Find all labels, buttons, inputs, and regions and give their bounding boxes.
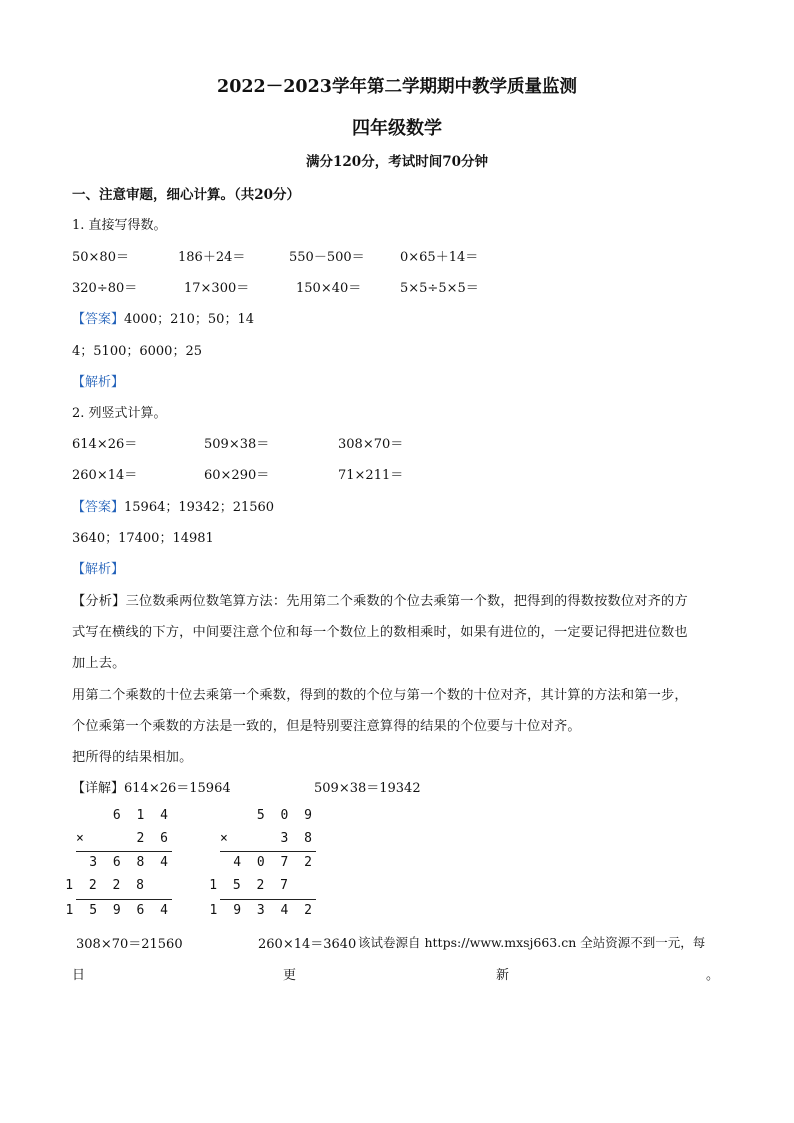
analysis-paragraph-line: 式写在横线的下方，中间要注意个位和每一个数位上的数相乘时，如果有进位的，一定要记得把进位数也 <box>72 625 688 640</box>
analysis-paragraph-line: 加上去。 <box>72 656 126 671</box>
vertical-calc-509x38 <box>209 806 316 922</box>
q1-item: 50×80＝ <box>72 250 129 265</box>
source-notice: 该试卷源自 https://www.mxsj663.cn 全站资源不到一元，每 <box>358 935 706 950</box>
analysis-tag: 【解析】 <box>72 562 125 577</box>
q1-item: 550－500＝ <box>289 250 365 265</box>
q2-item: 60×290＝ <box>204 468 270 483</box>
q1-item: 150×40＝ <box>296 281 362 296</box>
detail-eq: 614×26＝15964 <box>124 781 231 796</box>
answer-text: 4000；210；50；14 <box>124 312 254 327</box>
calc-top: 6 1 4 <box>112 808 172 823</box>
vertical-calc-614x26 <box>65 806 172 922</box>
exam-title: 2022－2023学年第二学期期中教学质量监测 <box>217 77 577 97</box>
calc-partial2: 1 5 2 7 <box>209 878 292 893</box>
q1-item: 0×65＋14＝ <box>400 250 479 265</box>
q1-item: 5×5÷5×5＝ <box>400 281 479 296</box>
q1-answer <box>72 308 254 327</box>
detail-eq: 509×38＝19342 <box>314 781 421 796</box>
q2-item: 614×26＝ <box>72 437 138 452</box>
multiply-sign: × <box>76 831 84 846</box>
analysis-paragraph-line: 用第二个乘数的十位去乘第一个乘数，得到的数的个位与第一个数的十位对齐，其计算的方法和第一步， <box>72 688 688 703</box>
notice-char: 新 <box>496 968 510 983</box>
q1-prompt: 1. 直接写得数。 <box>72 218 167 233</box>
answer-tag: 【答案】 <box>72 500 125 515</box>
calc-partial1: 3 6 8 4 <box>89 855 172 870</box>
q1-item: 320÷80＝ <box>72 281 138 296</box>
detail-tag: 【详解】 <box>72 781 125 796</box>
calc-line <box>76 851 172 852</box>
q2-prompt: 2. 列竖式计算。 <box>72 406 167 421</box>
calc-line <box>220 899 316 900</box>
analysis-paragraph-line <box>72 590 688 609</box>
answer-text: 15964；19342；21560 <box>124 500 275 515</box>
detail-eq: 308×70＝21560 <box>76 937 183 952</box>
fenxi-tag: 【分析】 <box>72 594 126 609</box>
q2-item: 71×211＝ <box>338 468 404 483</box>
q2-item: 509×38＝ <box>204 437 270 452</box>
q1-item: 186＋24＝ <box>178 250 246 265</box>
q2-answer-line2: 3640；17400；14981 <box>72 531 214 546</box>
detail-eq: 260×14＝3640 <box>258 937 357 952</box>
notice-char: 。 <box>706 968 720 983</box>
calc-top: 5 0 9 <box>256 808 316 823</box>
q2-item: 308×70＝ <box>338 437 404 452</box>
calc-line <box>76 899 172 900</box>
calc-second: 3 8 <box>280 831 316 846</box>
q2-answer <box>72 496 274 515</box>
analysis-paragraph-line: 把所得的结果相加。 <box>72 750 193 765</box>
analysis-tag: 【解析】 <box>72 375 125 390</box>
calc-line <box>220 851 316 852</box>
detail-line <box>72 777 231 796</box>
notice-char: 日 <box>72 968 86 983</box>
q1-answer-line2: 4；5100；6000；25 <box>72 344 202 359</box>
section-heading: 一、注意审题，细心计算。（共20分） <box>72 187 301 203</box>
exam-subtitle: 四年级数学 <box>352 118 442 139</box>
notice-char: 更 <box>283 968 297 983</box>
fenxi-text: 三位数乘两位数笔算方法：先用第二个乘数的个位去乘第一个数，把得到的得数按数位对齐的方 <box>125 594 688 609</box>
calc-result: 1 5 9 6 4 <box>65 903 172 918</box>
calc-partial2: 1 2 2 8 <box>65 878 148 893</box>
analysis-paragraph-line: 个位乘第一个乘数的方法是一致的，但是特别要注意算得的结果的个位要与十位对齐。 <box>72 719 581 734</box>
q2-item: 260×14＝ <box>72 468 138 483</box>
calc-result: 1 9 3 4 2 <box>209 903 316 918</box>
answer-tag: 【答案】 <box>72 312 125 327</box>
calc-second: 2 6 <box>136 831 172 846</box>
q1-item: 17×300＝ <box>184 281 250 296</box>
exam-info: 满分120分，考试时间70分钟 <box>306 154 488 170</box>
calc-partial1: 4 0 7 2 <box>233 855 316 870</box>
multiply-sign: × <box>220 831 228 846</box>
